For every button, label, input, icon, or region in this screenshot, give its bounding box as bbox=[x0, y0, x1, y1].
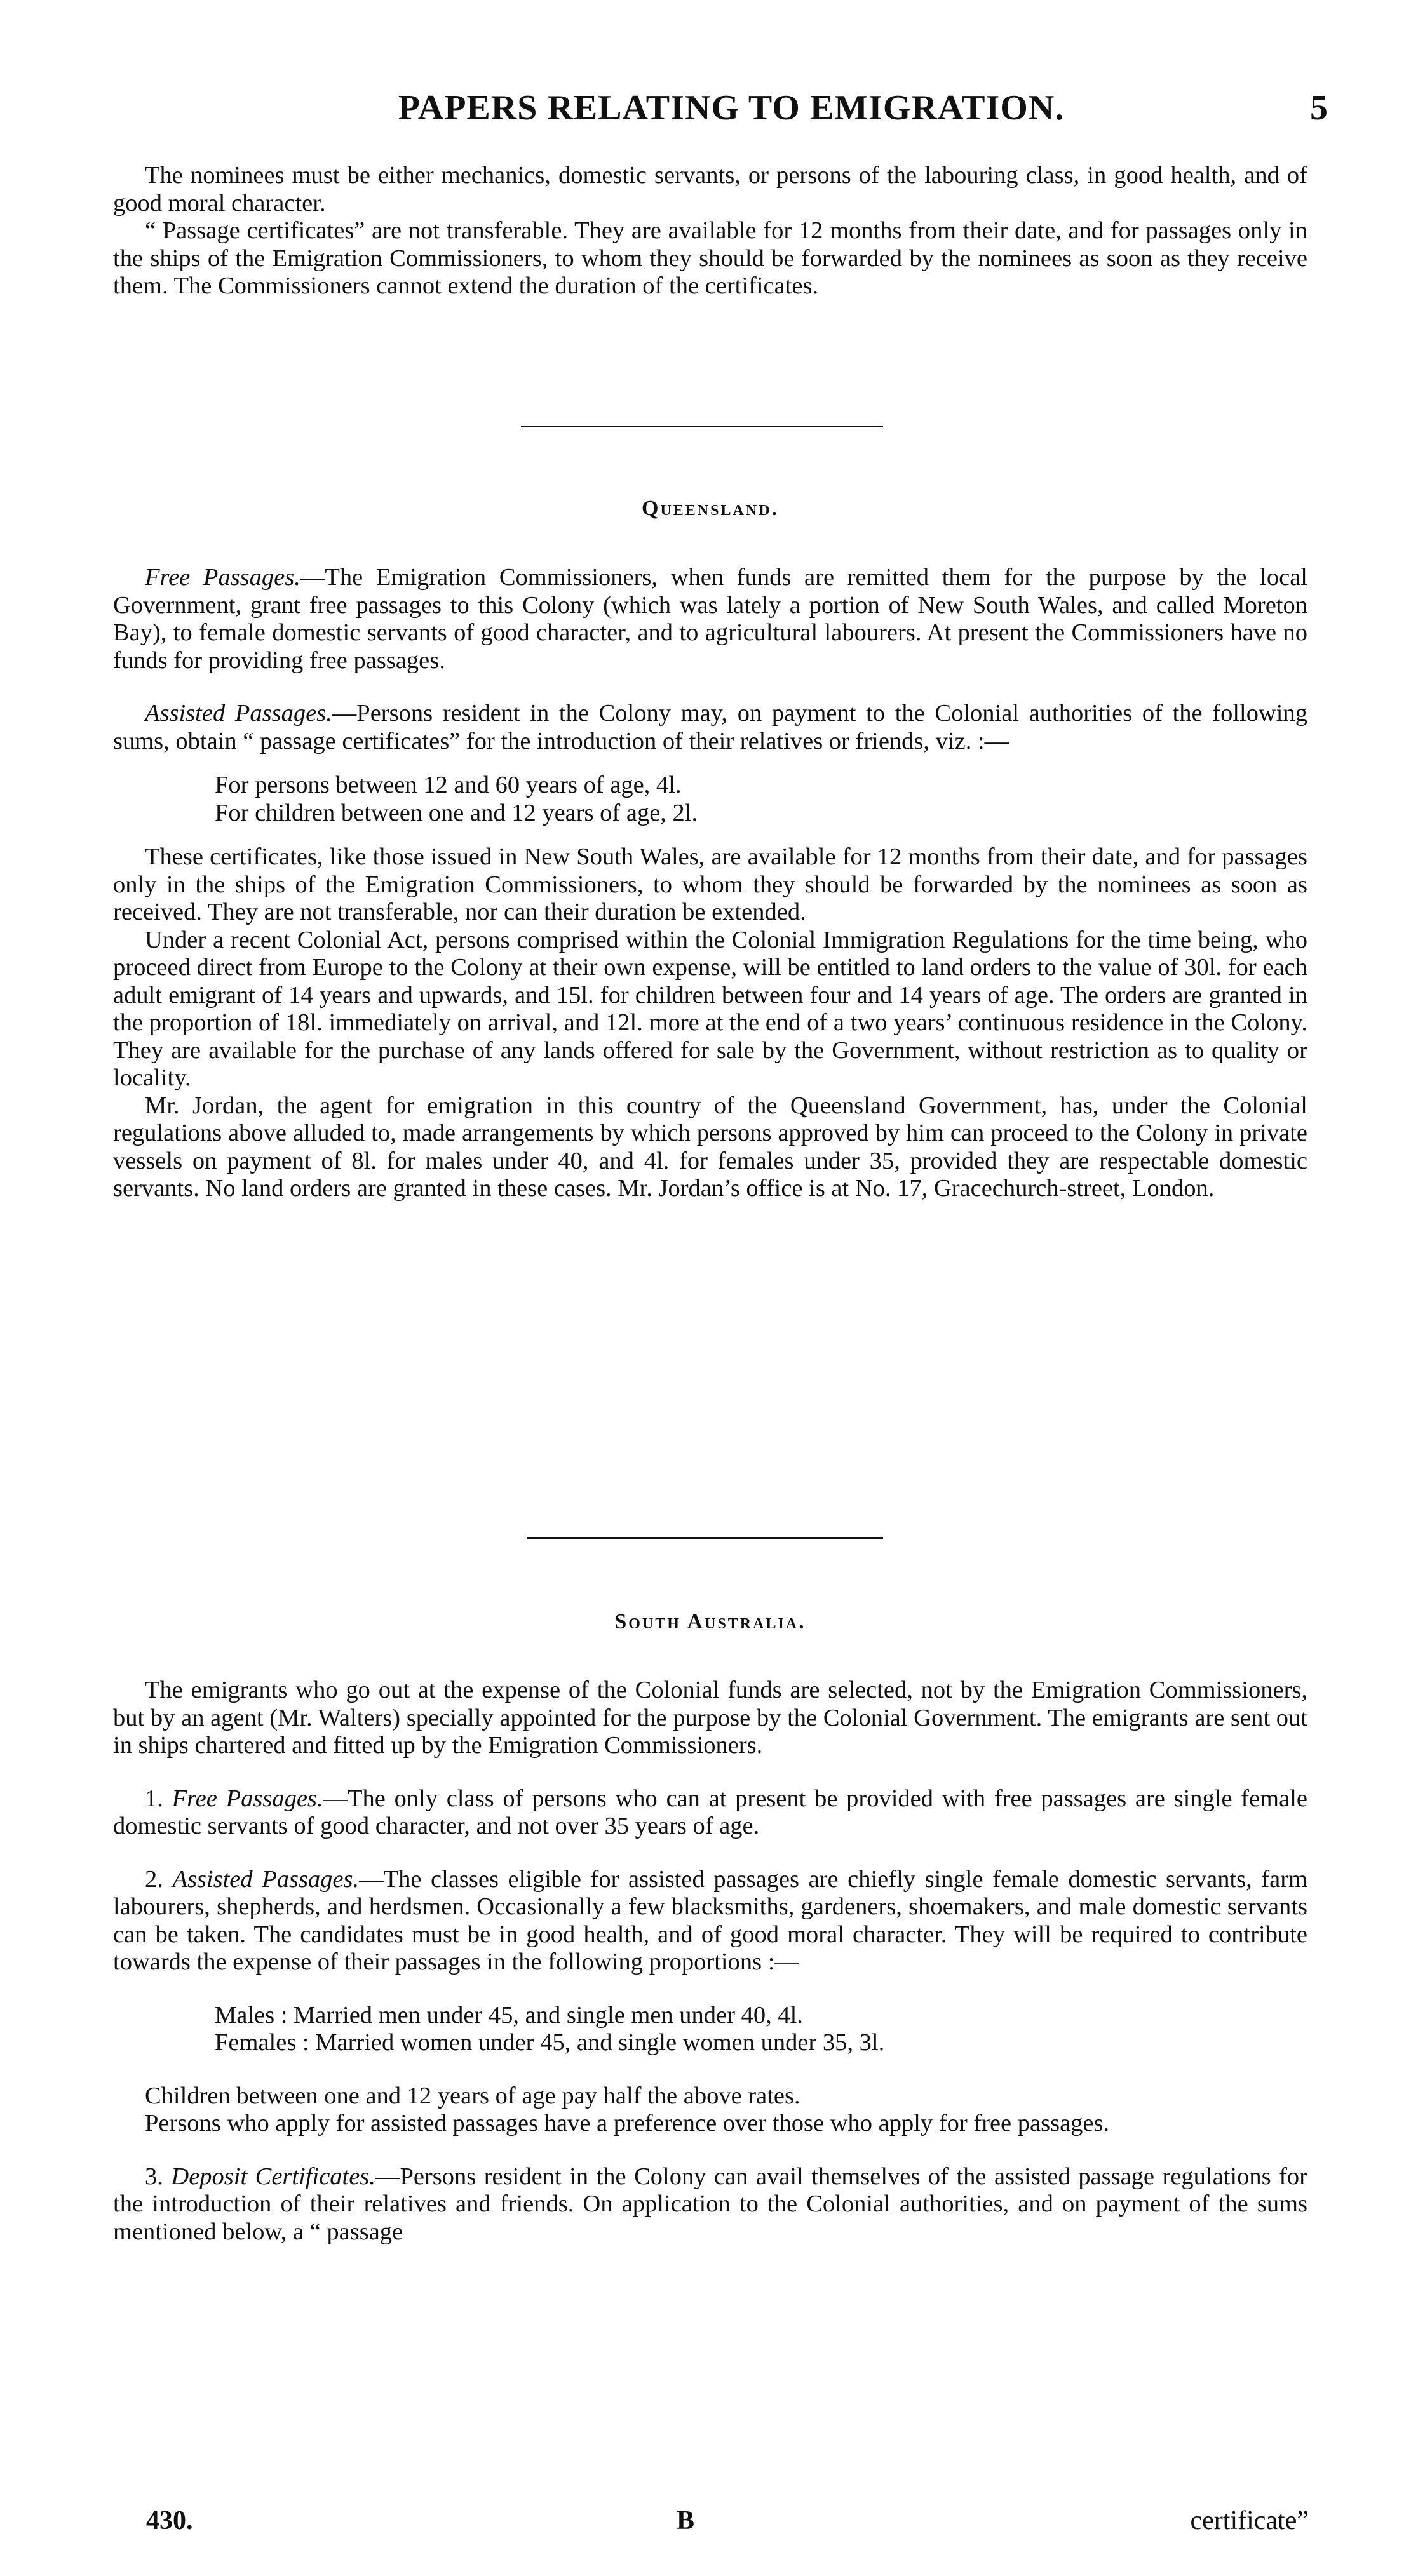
queensland-assisted-passages: Assisted Passages.—Persons resident in the Colony may, on payment to the Colonial authorities of the following sums, obtain “ passage certificates” for the introduction of their relatives or friends, viz. :— bbox=[113, 700, 1308, 755]
sa-assisted-passages-label: Assisted Passages. bbox=[172, 1865, 360, 1893]
footer-number: 430. bbox=[146, 2506, 193, 2535]
queensland-heading: Queensland. bbox=[642, 497, 779, 520]
rate-males: Males : Married men under 45, and single men under 40, 4l. bbox=[215, 2001, 803, 2029]
running-header bbox=[114, 88, 1328, 128]
section-divider-2 bbox=[527, 1537, 883, 1539]
sa-children-paragraph: Children between one and 12 years of age pay half the above rates. bbox=[145, 2082, 800, 2109]
page-number: 5 bbox=[1310, 88, 1328, 128]
section-divider-1 bbox=[521, 426, 883, 427]
rate-persons: For persons between 12 and 60 years of age, 4l. bbox=[215, 772, 682, 798]
queensland-free-passages: Free Passages.—The Emigration Commissioners, when funds are remitted them for the purpose by the local Government, grant free passages to this Colony (which was lately a portion of New South Wales, and called Moreton Bay), to female domestic servants of good character, and to agricultural labourers. At present the Commissioners have no funds for providing free passages. bbox=[113, 564, 1307, 674]
catchword: certificate” bbox=[1190, 2506, 1309, 2535]
south-australia-heading: South Australia. bbox=[614, 1610, 806, 1633]
assisted-passages-label: Assisted Passages. bbox=[145, 700, 332, 727]
signature-mark: B bbox=[677, 2506, 695, 2535]
rate-females: Females : Married women under 45, and single women under 35, 3l. bbox=[215, 2029, 885, 2056]
sa-rates bbox=[113, 2002, 1307, 2057]
sa-deposit-certificates: 3. Deposit Certificates.—Persons resident in the Colony can avail themselves of the assisted passage regulations for the introduction of their relatives and friends. On application to the Colonial authorities, and on payment of the sums mentioned below, a “ passage bbox=[113, 2163, 1307, 2245]
intro-paragraph-1: The nominees must be either mechanics, domestic servants, or persons of the labouring class, in good health, and of good moral character. bbox=[113, 162, 1307, 217]
sa-preference-paragraph: Persons who apply for assisted passages have a preference over those who apply for free passages. bbox=[145, 2110, 1110, 2137]
queensland-jordan-paragraph: Mr. Jordan, the agent for emigration in this country of the Queensland Government, has, under the Colonial regulations above alluded to, made arrangements by which persons approved by him can proceed to the Colony in private vessels on payment of 8l. for males under 40, and 4l. for females under 35, provided they are respectable domestic servants. No land orders are granted in these cases. Mr. Jordan’s office is at No. 17, Gracechurch-street, London. bbox=[113, 1092, 1307, 1202]
queensland-section bbox=[113, 564, 1307, 1203]
sa-assisted-passages: 2. Assisted Passages.—The classes eligible for assisted passages are chiefly single female domestic servants, farm labourers, shepherds, and herdsmen. Occasionally a few blacksmiths, gardeners, shoemakers, and male domestic servants can be taken. The candidates must be in good health, and of good moral character. They will be required to contribute towards the expense of their passages in the following proportions :— bbox=[113, 1865, 1307, 1975]
sa-free-passages: 1. Free Passages.—The only class of persons who can at present be provided with free passages are single female domestic servants of good character, and not over 35 years of age. bbox=[113, 1785, 1307, 1839]
queensland-rates bbox=[113, 772, 1307, 827]
free-passages-label: Free Passages. bbox=[145, 564, 300, 591]
queensland-certificates-paragraph: These certificates, like those issued in New South Wales, are available for 12 months from their date, and for passages only in the ships of the Emigration Commissioners, to whom they should be forwarded by the nominees as soon as received. They are not transferable, nor can their duration be extended. bbox=[113, 843, 1307, 925]
intro-paragraph-2: “ Passage certificates” are not transferable. They are available for 12 months from their date, and for passages only in the ships of the Emigration Commissioners, to whom they should be forwarded by the nominees as soon as they receive them. The Commissioners cannot extend the duration of the certificates. bbox=[113, 217, 1307, 299]
queensland-act-paragraph: Under a recent Colonial Act, persons comprised within the Colonial Immigration Regulations for the time being, who proceed direct from Europe to the Colony at their own expense, will be entitled to land orders to the value of 30l. for each adult emigrant of 14 years and upwards, and 15l. for children between four and 14 years of age. The orders are granted in the proportion of 18l. immediately on arrival, and 12l. more at the end of a two years’ continuous residence in the Colony. They are available for the purchase of any lands offered for sale by the Government, without restriction as to quality or locality. bbox=[113, 926, 1307, 1091]
page-title: PAPERS RELATING TO EMIGRATION. bbox=[398, 88, 1065, 128]
rate-children: For children between one and 12 years of age, 2l. bbox=[215, 799, 698, 826]
sa-deposit-certificates-label: Deposit Certificates. bbox=[171, 2163, 375, 2190]
south-australia-section bbox=[113, 1677, 1307, 2246]
south-australia-intro: The emigrants who go out at the expense of the Colonial funds are selected, not by the Emigration Commissioners, but by an agent (Mr. Walters) specially appointed for the purpose by the Colonial Government. The emigrants are sent out in ships chartered and fitted up by the Emigration Commissioners. bbox=[113, 1677, 1307, 1759]
intro-section bbox=[113, 162, 1307, 300]
sa-free-passages-label: Free Passages. bbox=[172, 1785, 323, 1812]
